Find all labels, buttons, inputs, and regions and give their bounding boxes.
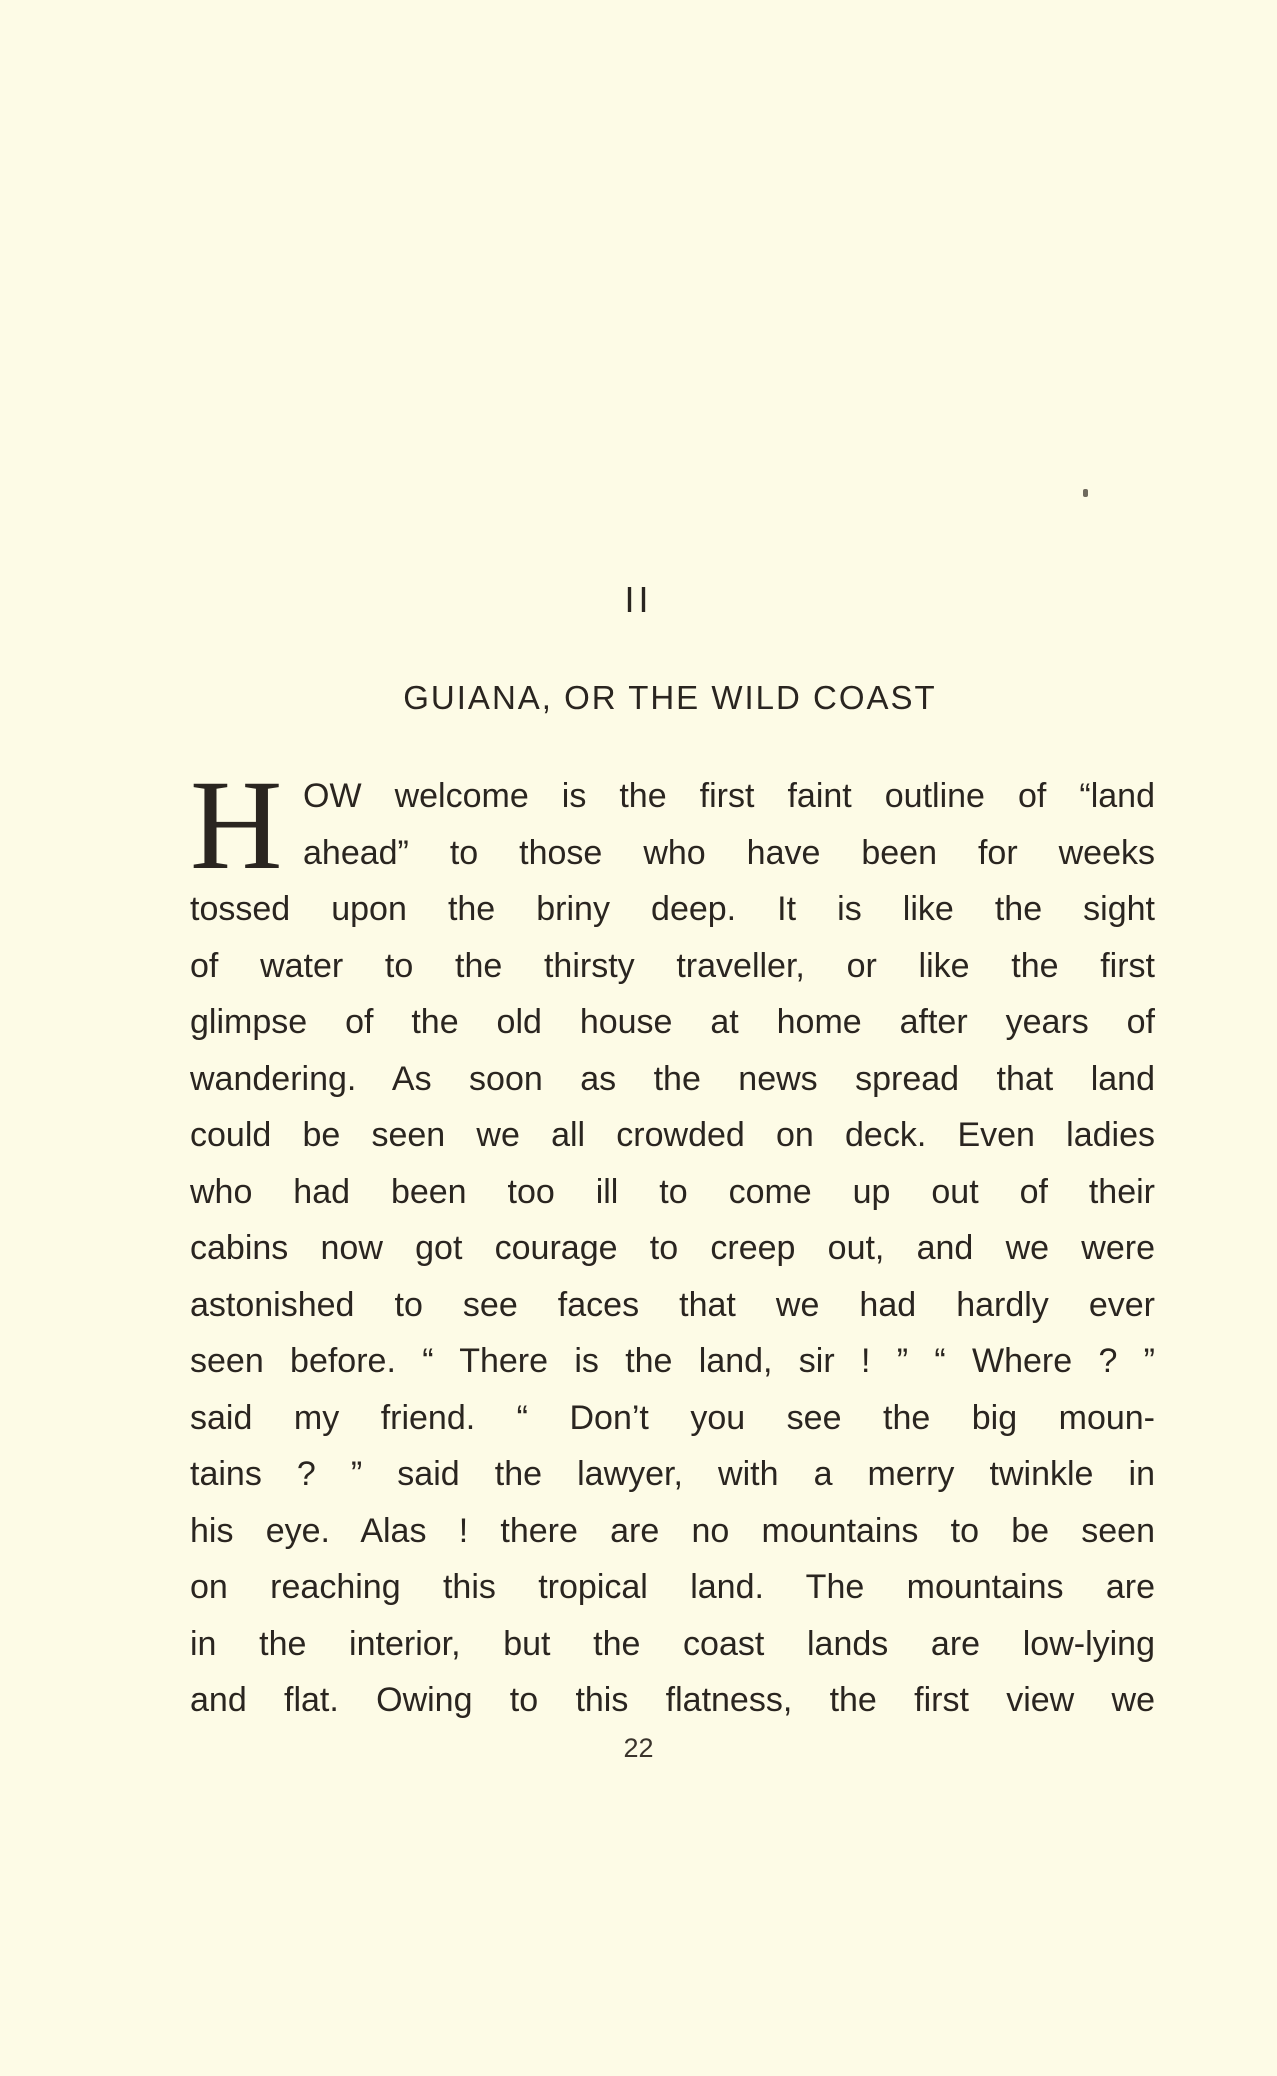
text-line: glimpse of the old house at home after years of — [190, 1003, 1155, 1041]
text-line: ahead” to those who have been for weeks — [303, 833, 1155, 872]
text-line: of water to the thirsty traveller, or like the first — [190, 946, 1155, 985]
text-line: seen before. “ There is the land, sir ! ” “ Where ? ” — [190, 1342, 1155, 1380]
page-number: 22 — [623, 1733, 654, 1763]
text-line: his eye. Alas ! there are no mountains to be seen — [190, 1511, 1155, 1550]
text-line: and flat. Owing to this flatness, the first view we — [190, 1681, 1155, 1719]
drop-cap: H — [190, 754, 283, 896]
text-line: on reaching this tropical land. The mountains are — [190, 1568, 1155, 1606]
chapter-number: II — [624, 579, 653, 620]
text-line: wandering. As soon as the news spread that land — [190, 1059, 1155, 1098]
text-line: in the interior, but the coast lands are low-lying — [190, 1624, 1155, 1663]
ink-speck — [1083, 489, 1088, 497]
text-line: said my friend. “ Don’t you see the big moun- — [190, 1398, 1155, 1437]
text-line: could be seen we all crowded on deck. Even ladies — [190, 1116, 1155, 1154]
text-line: OW welcome is the first faint outline of “land — [303, 777, 1155, 815]
text-line: tains ? ” said the lawyer, with a merry twinkle in — [190, 1455, 1155, 1493]
chapter-title: GUIANA, OR THE WILD COAST — [403, 679, 937, 716]
text-line: who had been too ill to come up out of their — [190, 1172, 1155, 1211]
text-line: astonished to see faces that we had hardly ever — [190, 1285, 1155, 1324]
text-line: cabins now got courage to creep out, and we were — [190, 1229, 1155, 1267]
text-line: tossed upon the briny deep. It is like the sight — [190, 890, 1155, 928]
body-text — [190, 754, 1155, 1729]
